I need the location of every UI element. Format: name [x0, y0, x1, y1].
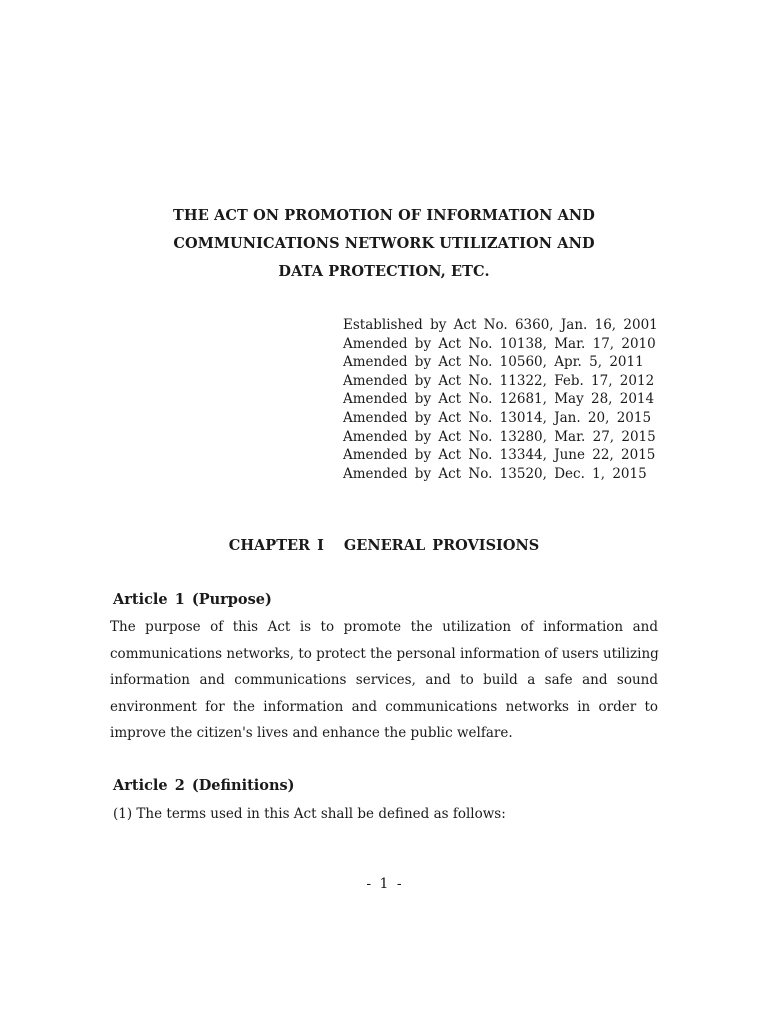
title-line: COMMUNICATIONS NETWORK UTILIZATION AND	[173, 235, 595, 252]
page-number: - 1 -	[366, 876, 402, 892]
history-line: Amended by Act No. 13014, Jan. 20, 2015	[343, 409, 652, 426]
history-line: Amended by Act No. 10138, Mar. 17, 2010	[343, 335, 656, 352]
title-line: DATA PROTECTION, ETC.	[278, 263, 490, 280]
act-title	[0, 202, 768, 286]
history-line: Established by Act No. 6360, Jan. 16, 2001	[343, 317, 658, 333]
article-2-body	[113, 801, 661, 828]
chapter-number: CHAPTER I	[228, 537, 324, 554]
article-1-heading: Article 1 (Purpose)	[113, 591, 272, 608]
history-line: Amended by Act No. 13280, Mar. 27, 2015	[343, 428, 656, 445]
amendment-history	[343, 316, 658, 483]
history-line: Amended by Act No. 13344, June 22, 2015	[343, 447, 656, 464]
article-1-body	[110, 614, 658, 747]
title-line: THE ACT ON PROMOTION OF INFORMATION AND	[173, 207, 595, 224]
history-line: Amended by Act No. 10560, Apr. 5, 2011	[343, 354, 644, 371]
chapter-heading	[0, 537, 768, 554]
body-line: The purpose of this Act is to promote the utilization of information and	[110, 619, 658, 635]
history-line: Amended by Act No. 12681, May 28, 2014	[343, 391, 655, 408]
body-line: improve the citizen's lives and enhance the public welfare.	[110, 725, 513, 741]
history-line: Amended by Act No. 11322, Feb. 17, 2012	[343, 372, 655, 389]
history-line: Amended by Act No. 13520, Dec. 1, 2015	[343, 465, 647, 482]
body-line: communications networks, to protect the personal information of users utilizing	[110, 645, 659, 662]
body-line: information and communications services, and to build a safe and sound	[110, 672, 658, 688]
chapter-title: GENERAL PROVISIONS	[343, 537, 540, 554]
article-2-heading: Article 2 (Definitions)	[113, 777, 295, 794]
body-line: environment for the information and communications networks in order to	[110, 698, 658, 715]
body-line: (1) The terms used in this Act shall be defined as follows:	[113, 806, 506, 822]
